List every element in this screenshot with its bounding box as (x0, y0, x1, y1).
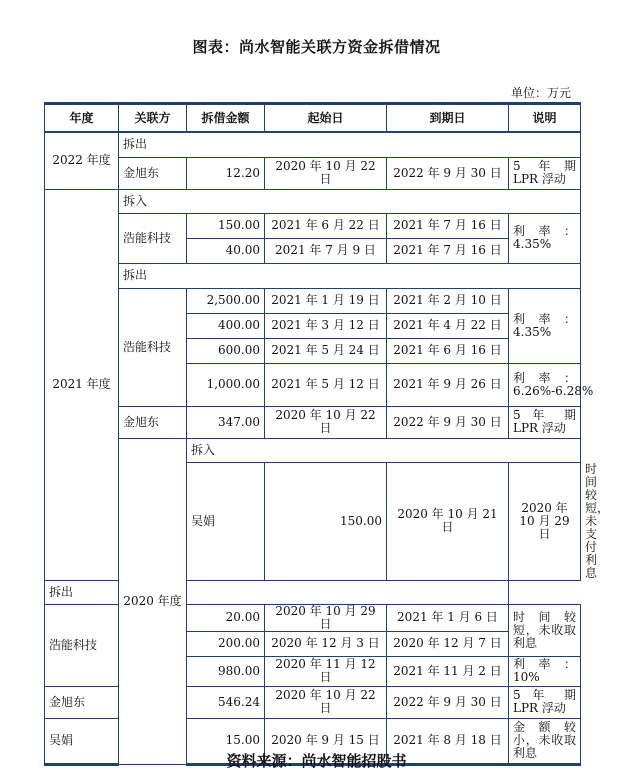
note-cell: 时 间 较 短，未收取利息 (509, 604, 581, 656)
start-cell: 2021 年 5 月 12 日 (265, 363, 387, 406)
start-cell: 2020 年 11 月 12 日 (265, 656, 387, 686)
table-row (45, 288, 581, 313)
header-note: 说明 (509, 104, 581, 133)
start-cell: 2020 年 10 月 22 日 (265, 406, 387, 438)
amount-cell: 150.00 (187, 213, 265, 238)
note-cell: 利 率 ：10% (509, 656, 581, 686)
end-cell: 2021 年 9 月 26 日 (387, 363, 509, 406)
funding-table (44, 102, 610, 766)
amount-cell: 20.00 (187, 604, 265, 631)
note-cell: 5 年 期 LPR 浮动 (509, 406, 581, 438)
note-cell: 5 年期 LPR 浮动 (509, 157, 581, 189)
start-cell: 2021 年 5 月 24 日 (265, 338, 387, 363)
header-year: 年度 (45, 104, 119, 133)
note-cell: 金 额 较 小，未收取利息 (509, 718, 581, 764)
year-cell: 2021 年度 (45, 189, 119, 580)
amount-cell: 150.00 (265, 462, 387, 580)
start-cell: 2020 年 12 月 3 日 (265, 631, 387, 656)
party-cell: 浩能科技 (119, 213, 187, 263)
end-cell: 2022 年 9 月 30 日 (387, 406, 509, 438)
amount-cell: 347.00 (187, 406, 265, 438)
end-cell: 2022 年 9 月 30 日 (387, 157, 509, 189)
end-cell: 2021 年 11 月 2 日 (387, 656, 509, 686)
end-cell: 2020 年 10 月 29 日 (509, 462, 581, 580)
figure-title: 图表：尚水智能关联方资金拆借情况 (192, 38, 441, 56)
amount-cell: 600.00 (187, 338, 265, 363)
table-row: 吴娟 150.00 2020 年 10 月 21 日 2020 年 10 月 29 日 时间较短，未支付利息 (45, 462, 581, 580)
header-end: 到期日 (387, 104, 509, 133)
party-cell: 金旭东 (45, 686, 119, 718)
section-label: 拆出 (119, 263, 581, 288)
end-cell: 2021 年 4 月 22 日 (387, 313, 509, 338)
start-cell: 2021 年 1 月 19 日 (265, 288, 387, 313)
section-label: 拆出 (119, 132, 581, 157)
amount-cell: 2,500.00 (187, 288, 265, 313)
start-cell: 2021 年 6 月 22 日 (265, 213, 387, 238)
note-cell: 利率：4.35% (509, 213, 581, 263)
end-cell: 2021 年 6 月 16 日 (387, 338, 509, 363)
end-cell: 2021 年 8 月 18 日 (387, 718, 509, 764)
table-row (45, 263, 581, 288)
year-cell: 2020 年度 (119, 438, 187, 764)
header-amount: 拆借金额 (187, 104, 265, 133)
end-cell: 2021 年 7 月 16 日 (387, 238, 509, 263)
note-cell: 利 率 ：4.35% (509, 288, 581, 363)
start-cell: 2020 年 10 月 22 日 (265, 157, 387, 189)
end-cell: 2020 年 12 月 7 日 (387, 631, 509, 656)
party-cell: 吴娟 (45, 718, 119, 764)
amount-cell: 400.00 (187, 313, 265, 338)
section-label: 拆入 (119, 189, 581, 213)
party-cell: 吴娟 (187, 462, 265, 580)
section-label: 拆入 (187, 438, 581, 462)
party-cell: 金旭东 (119, 406, 187, 438)
year-cell: 2022 年度 (45, 132, 119, 189)
end-cell: 2021 年 1 月 6 日 (387, 604, 509, 631)
source-caption: 资料来源：尚水智能招股书 (226, 752, 407, 770)
table-row (45, 157, 581, 189)
amount-cell: 40.00 (187, 238, 265, 263)
table-row (45, 438, 581, 462)
party-cell: 浩能科技 (119, 288, 187, 406)
note-cell: 5 年 期 LPR 浮动 (509, 686, 581, 718)
table-row (45, 189, 581, 213)
start-cell: 2020 年 10 月 21 日 (387, 462, 509, 580)
start-cell: 2021 年 7 月 9 日 (265, 238, 387, 263)
amount-cell: 200.00 (187, 631, 265, 656)
amount-cell: 546.24 (187, 686, 265, 718)
end-cell: 2021 年 7 月 16 日 (387, 213, 509, 238)
unit-label: 单位：万元 (510, 86, 571, 100)
note-cell: 利 率 ：6.26%-6.28% (509, 363, 581, 406)
header-row (45, 104, 581, 133)
table-row (45, 132, 581, 157)
start-cell: 2020 年 10 月 22 日 (265, 686, 387, 718)
amount-cell: 1,000.00 (187, 363, 265, 406)
table-row (45, 213, 581, 238)
section-label: 拆出 (45, 580, 509, 604)
amount-cell: 12.20 (187, 157, 265, 189)
party-cell: 金旭东 (119, 157, 187, 189)
end-cell: 2021 年 2 月 10 日 (387, 288, 509, 313)
amount-cell: 980.00 (187, 656, 265, 686)
start-cell: 2021 年 3 月 12 日 (265, 313, 387, 338)
amount-cell: 15.00 (187, 718, 265, 764)
table-row (45, 406, 581, 438)
end-cell: 2022 年 9 月 30 日 (387, 686, 509, 718)
start-cell: 2020 年 9 月 15 日 (265, 718, 387, 764)
header-party: 关联方 (119, 104, 187, 133)
party-cell: 浩能科技 (45, 604, 119, 686)
start-cell: 2020 年 10 月 29 日 (265, 604, 387, 631)
header-start: 起始日 (265, 104, 387, 133)
